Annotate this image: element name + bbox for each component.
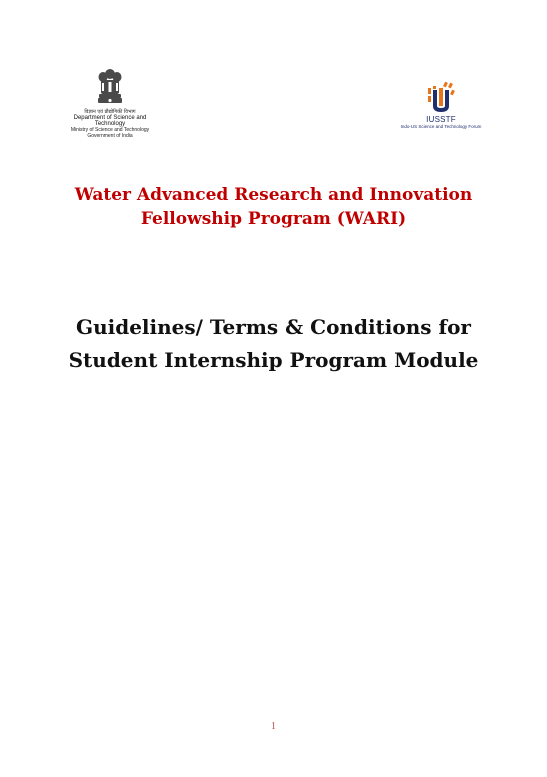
iusstf-name: IUSSTF [426, 115, 456, 124]
national-emblem-icon [95, 68, 125, 108]
dst-ministry-name: Ministry of Science and Technology [70, 127, 150, 133]
dst-government-name: Government of India [87, 133, 133, 139]
dst-hindi-text: विज्ञान एवं प्रौद्योगिकी विभाग [84, 109, 136, 115]
program-title-line1: Water Advanced Research and Innovation [74, 185, 473, 205]
iusstf-logo-icon [424, 80, 458, 114]
program-title [40, 183, 507, 231]
dst-department-name: Department of Science and Technology [73, 115, 147, 127]
document-heading [30, 311, 517, 377]
iusstf-subtitle: Indo-US Science and Technology Forum [400, 124, 482, 129]
document-heading-line1: Guidelines/ Terms & Conditions for [76, 315, 471, 339]
dst-logo [60, 68, 160, 146]
page-number: 1 [271, 721, 276, 732]
document-heading-line2: Student Internship Program Module [68, 348, 479, 372]
iusstf-logo [393, 80, 489, 140]
program-title-line2: Fellowship Program (WARI) [140, 209, 407, 229]
